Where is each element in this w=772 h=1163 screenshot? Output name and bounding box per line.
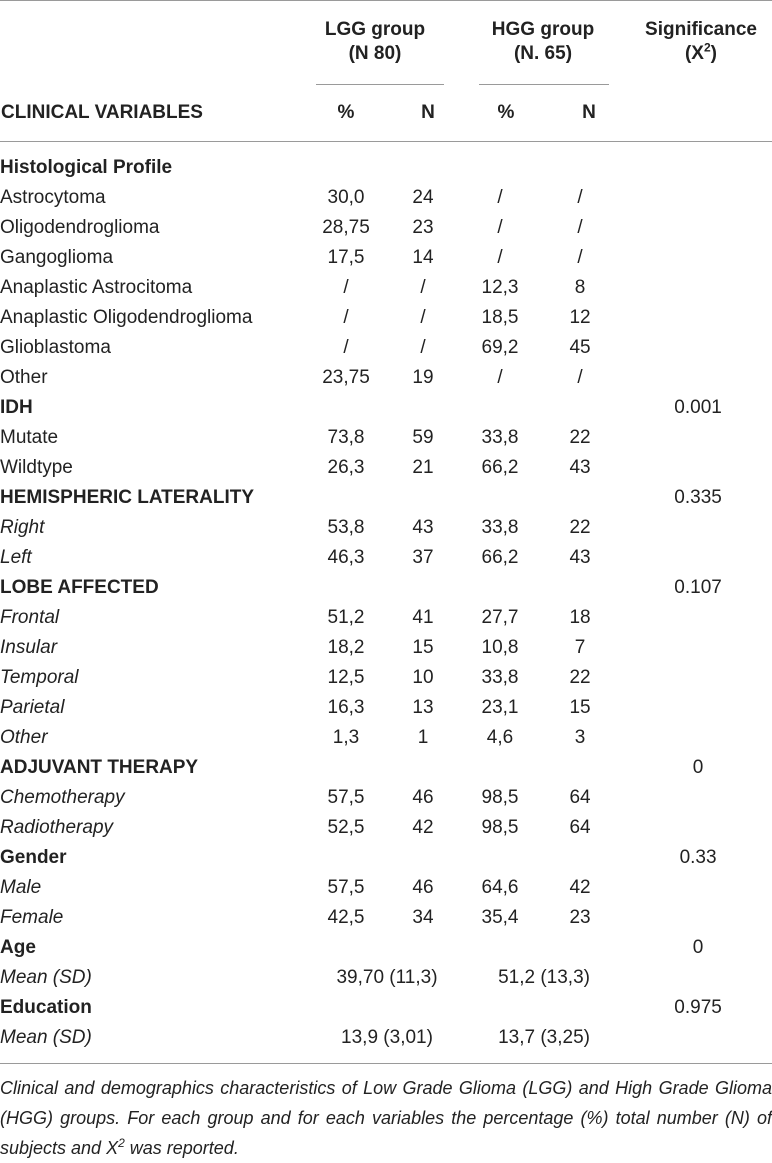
- hgg-percent-cell: 12,3: [481, 277, 519, 298]
- significance-value: [624, 153, 772, 183]
- lgg-percent-cell: 51,2: [327, 607, 365, 628]
- hgg-header-underline: [479, 84, 609, 85]
- lgg-percent-cell: 53,8: [327, 517, 365, 538]
- lgg-count-cell: 34: [412, 907, 434, 928]
- hgg-percent-header: %: [497, 102, 515, 123]
- section-label: Education: [0, 997, 92, 1018]
- lgg-count-cell: 42: [412, 817, 434, 838]
- lgg-group-header: [300, 18, 450, 66]
- table-row: [0, 453, 772, 483]
- section-header-row: [0, 153, 772, 183]
- section-header-row: [0, 753, 772, 783]
- lgg-count-cell: 59: [412, 427, 434, 448]
- hgg-count-cell: 64: [569, 787, 591, 808]
- lgg-count-cell: 41: [412, 607, 434, 628]
- lgg-percent-header: %: [337, 102, 355, 123]
- lgg-percent-cell: 30,0: [327, 187, 365, 208]
- lgg-header-underline: [316, 84, 444, 85]
- lgg-percent-cell: /: [343, 277, 349, 298]
- lgg-percent-cell: 73,8: [327, 427, 365, 448]
- hgg-percent-cell: /: [497, 247, 503, 268]
- table-body: [0, 153, 772, 1053]
- lgg-percent-cell: 42,5: [327, 907, 365, 928]
- hgg-count-cell: /: [577, 217, 583, 238]
- variable-label: Radiotherapy: [0, 817, 114, 838]
- significance-header: [630, 18, 772, 66]
- significance-cell: [624, 1023, 772, 1053]
- hgg-count-cell: 7: [574, 637, 586, 658]
- lgg-percent-cell: 16,3: [327, 697, 365, 718]
- lgg-group-title: LGG group: [324, 19, 426, 40]
- significance-cell: [624, 603, 772, 633]
- clinical-variables-header: CLINICAL VARIABLES: [1, 102, 203, 123]
- hgg-percent-cell: 18,5: [481, 307, 519, 328]
- hgg-percent-cell: 33,8: [481, 427, 519, 448]
- significance-chi-square: $(X^2)$: [684, 40, 717, 64]
- lgg-percent-cell: 28,75: [322, 217, 370, 238]
- hgg-group-count: (N. 65): [513, 43, 573, 64]
- lgg-count-cell: 14: [412, 247, 434, 268]
- hgg-mean-sd-cell: 13,7 (3,25): [498, 1027, 590, 1048]
- hgg-count-cell: 22: [569, 517, 591, 538]
- variable-label: Female: [0, 907, 64, 928]
- caption-text: Clinical and demographics characteristics of Low Grade Glioma (LGG) and High Grade Glioma (HGG) groups. For each group and for each variables the percentage (%) total number (N) of subjects and X: [0, 1078, 772, 1158]
- section-label: Gender: [0, 847, 67, 868]
- lgg-count-cell: /: [420, 307, 426, 328]
- hgg-count-cell: 23: [569, 907, 591, 928]
- table-row: [0, 273, 772, 303]
- table-row: [0, 723, 772, 753]
- significance-cell: [624, 363, 772, 393]
- significance-cell: [624, 903, 772, 933]
- table-row: [0, 603, 772, 633]
- lgg-count-cell: 15: [412, 637, 434, 658]
- variable-label: Wildtype: [0, 457, 73, 478]
- header-bottom-rule: [0, 141, 772, 142]
- variable-label: Other: [0, 727, 48, 748]
- variable-label: Male: [0, 877, 42, 898]
- table-row: [0, 963, 772, 993]
- significance-value: 0: [692, 757, 704, 778]
- variable-label: Left: [0, 547, 32, 568]
- variable-label: Other: [0, 367, 48, 388]
- table-bottom-rule: [0, 1063, 772, 1064]
- hgg-count-cell: /: [577, 247, 583, 268]
- hgg-count-cell: 3: [574, 727, 586, 748]
- lgg-percent-cell: 46,3: [327, 547, 365, 568]
- section-label: ADJUVANT THERAPY: [0, 757, 199, 778]
- significance-value: 0.001: [674, 397, 722, 418]
- hgg-count-cell: 8: [574, 277, 586, 298]
- hgg-count-cell: 42: [569, 877, 591, 898]
- variable-label: Glioblastoma: [0, 337, 111, 358]
- table-row: [0, 213, 772, 243]
- hgg-percent-cell: 27,7: [481, 607, 519, 628]
- significance-cell: [624, 723, 772, 753]
- section-label: IDH: [0, 397, 33, 418]
- lgg-count-cell: 23: [412, 217, 434, 238]
- hgg-percent-cell: 98,5: [481, 787, 519, 808]
- lgg-percent-cell: 12,5: [327, 667, 365, 688]
- significance-cell: [624, 963, 772, 993]
- lgg-percent-cell: 57,5: [327, 877, 365, 898]
- variable-label: Chemotherapy: [0, 787, 125, 808]
- table-row: [0, 513, 772, 543]
- hgg-count-cell: 15: [569, 697, 591, 718]
- hgg-count-cell: 64: [569, 817, 591, 838]
- hgg-percent-cell: 98,5: [481, 817, 519, 838]
- significance-cell: [624, 513, 772, 543]
- variable-label: Oligodendroglioma: [0, 217, 160, 238]
- section-header-row: [0, 843, 772, 873]
- significance-value: 0.107: [674, 577, 722, 598]
- variable-label: Mean (SD): [0, 967, 92, 988]
- lgg-percent-cell: 23,75: [322, 367, 370, 388]
- variable-label: Temporal: [0, 667, 79, 688]
- hgg-count-cell: 22: [569, 667, 591, 688]
- lgg-count-cell: 24: [412, 187, 434, 208]
- significance-cell: [624, 633, 772, 663]
- table-row: [0, 303, 772, 333]
- hgg-count-header: N: [582, 102, 596, 123]
- hgg-group-header: [468, 18, 618, 66]
- significance-cell: [624, 543, 772, 573]
- lgg-count-cell: 21: [412, 457, 434, 478]
- significance-value: 0.33: [679, 847, 717, 868]
- variable-label: Parietal: [0, 697, 65, 718]
- significance-cell: [624, 693, 772, 723]
- hgg-percent-cell: 33,8: [481, 517, 519, 538]
- significance-value: 0.975: [674, 997, 722, 1018]
- variable-label: Right: [0, 517, 45, 538]
- hgg-percent-cell: 4,6: [486, 727, 514, 748]
- hgg-group-title: HGG group: [491, 19, 595, 40]
- clinical-variables-table: [0, 153, 772, 1053]
- significance-cell: [624, 423, 772, 453]
- lgg-count-cell: 43: [412, 517, 434, 538]
- caption-superscript: 2: [118, 1136, 125, 1150]
- hgg-count-cell: 43: [569, 547, 591, 568]
- table-row: [0, 363, 772, 393]
- hgg-percent-cell: /: [497, 367, 503, 388]
- hgg-percent-cell: /: [497, 217, 503, 238]
- lgg-percent-cell: /: [343, 307, 349, 328]
- hgg-percent-cell: 64,6: [481, 877, 519, 898]
- table-row: [0, 423, 772, 453]
- table-row: [0, 663, 772, 693]
- significance-cell: [624, 183, 772, 213]
- significance-cell: [624, 303, 772, 333]
- lgg-percent-cell: 26,3: [327, 457, 365, 478]
- hgg-percent-cell: 66,2: [481, 547, 519, 568]
- variable-label: Mutate: [0, 427, 59, 448]
- lgg-count-header: N: [421, 102, 435, 123]
- table-row: [0, 333, 772, 363]
- table-row: [0, 693, 772, 723]
- lgg-percent-cell: 1,3: [332, 727, 360, 748]
- hgg-percent-cell: 66,2: [481, 457, 519, 478]
- hgg-count-cell: 12: [569, 307, 591, 328]
- section-header-row: [0, 483, 772, 513]
- lgg-mean-sd-cell: 13,9 (3,01): [341, 1027, 433, 1048]
- lgg-group-count: (N 80): [348, 43, 402, 64]
- lgg-percent-cell: /: [343, 337, 349, 358]
- table-row: [0, 243, 772, 273]
- section-label: LOBE AFFECTED: [0, 577, 159, 598]
- caption-text-end: was reported.: [124, 1138, 239, 1158]
- lgg-count-cell: 10: [412, 667, 434, 688]
- table-row: [0, 633, 772, 663]
- hgg-count-cell: 18: [569, 607, 591, 628]
- section-label: Histological Profile: [0, 157, 173, 178]
- hgg-count-cell: /: [577, 367, 583, 388]
- table-row: [0, 873, 772, 903]
- hgg-percent-cell: 35,4: [481, 907, 519, 928]
- lgg-count-cell: 19: [412, 367, 434, 388]
- lgg-count-cell: 46: [412, 877, 434, 898]
- significance-value: 0.335: [674, 487, 722, 508]
- significance-cell: [624, 243, 772, 273]
- significance-cell: [624, 783, 772, 813]
- section-label: HEMISPHERIC LATERALITY: [0, 487, 255, 508]
- significance-title: Significance: [645, 19, 757, 40]
- table-row: [0, 813, 772, 843]
- lgg-percent-cell: 18,2: [327, 637, 365, 658]
- hgg-percent-cell: 33,8: [481, 667, 519, 688]
- table-row: [0, 543, 772, 573]
- variable-label: Anaplastic Astrocitoma: [0, 277, 193, 298]
- significance-cell: [624, 333, 772, 363]
- section-label: Age: [0, 937, 36, 958]
- variable-label: Insular: [0, 637, 58, 658]
- lgg-percent-cell: 52,5: [327, 817, 365, 838]
- variable-label: Astrocytoma: [0, 187, 106, 208]
- hgg-count-cell: 43: [569, 457, 591, 478]
- section-header-row: [0, 933, 772, 963]
- hgg-percent-cell: 69,2: [481, 337, 519, 358]
- table-row: [0, 783, 772, 813]
- significance-cell: [624, 663, 772, 693]
- table-row: [0, 1023, 772, 1053]
- section-header-row: [0, 393, 772, 423]
- hgg-percent-cell: /: [497, 187, 503, 208]
- table-caption: [0, 1073, 772, 1163]
- variable-label: Gangoglioma: [0, 247, 114, 268]
- lgg-count-cell: 1: [417, 727, 429, 748]
- significance-value: 0: [692, 937, 704, 958]
- lgg-percent-cell: 17,5: [327, 247, 365, 268]
- lgg-count-cell: 37: [412, 547, 434, 568]
- variable-label: Frontal: [0, 607, 60, 628]
- significance-cell: [624, 813, 772, 843]
- hgg-count-cell: /: [577, 187, 583, 208]
- lgg-count-cell: /: [420, 337, 426, 358]
- section-header-row: [0, 993, 772, 1023]
- table-row: [0, 183, 772, 213]
- lgg-percent-cell: 57,5: [327, 787, 365, 808]
- variable-label: Anaplastic Oligodendroglioma: [0, 307, 253, 328]
- table-top-rule: [0, 0, 772, 1]
- significance-cell: [624, 873, 772, 903]
- significance-cell: [624, 453, 772, 483]
- lgg-mean-sd-cell: 39,70 (11,3): [336, 967, 438, 988]
- significance-cell: [624, 273, 772, 303]
- hgg-mean-sd-cell: 51,2 (13,3): [498, 967, 590, 988]
- hgg-count-cell: 22: [569, 427, 591, 448]
- section-header-row: [0, 573, 772, 603]
- significance-cell: [624, 213, 772, 243]
- hgg-count-cell: 45: [569, 337, 591, 358]
- hgg-percent-cell: 23,1: [481, 697, 519, 718]
- hgg-percent-cell: 10,8: [481, 637, 519, 658]
- table-row: [0, 903, 772, 933]
- lgg-count-cell: /: [420, 277, 426, 298]
- variable-label: Mean (SD): [0, 1027, 92, 1048]
- lgg-count-cell: 13: [412, 697, 434, 718]
- lgg-count-cell: 46: [412, 787, 434, 808]
